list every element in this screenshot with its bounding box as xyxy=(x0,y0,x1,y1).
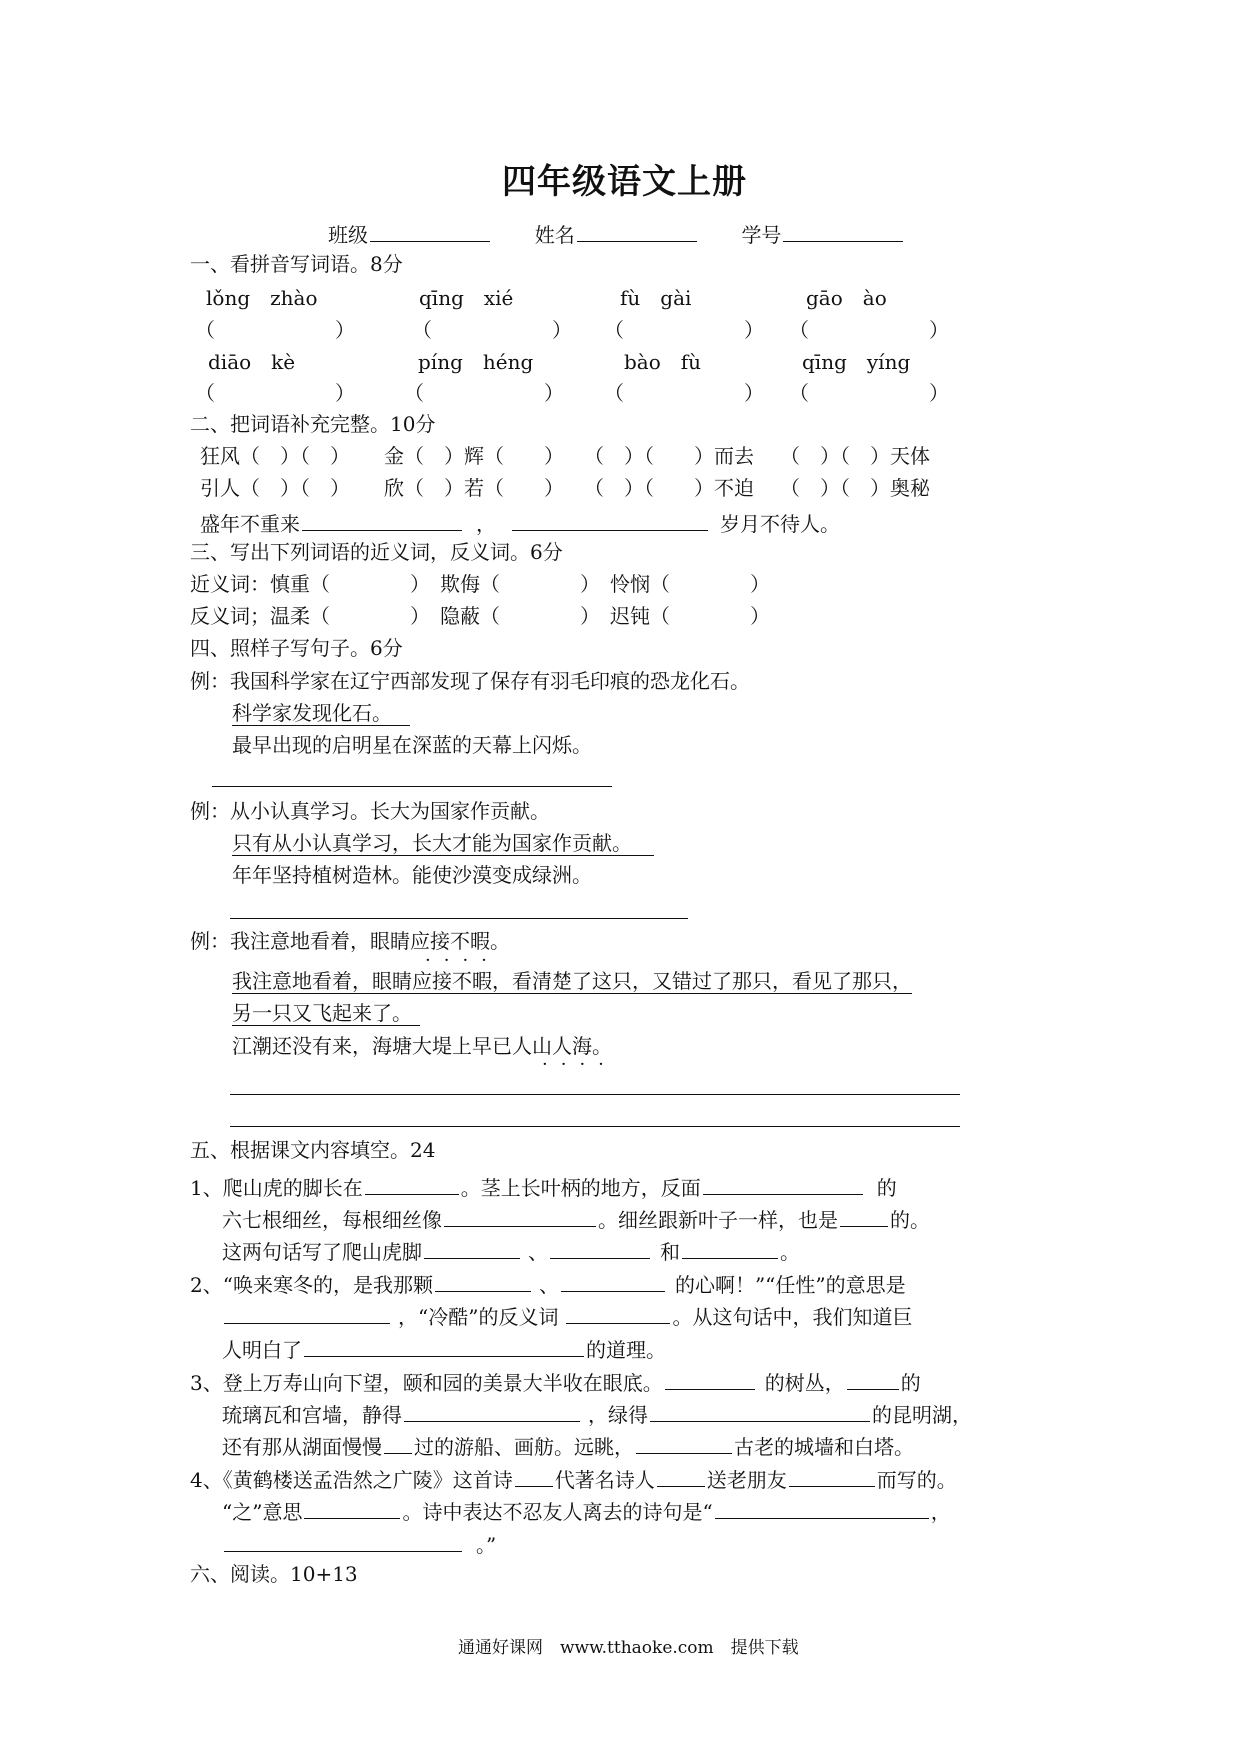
example-3: 例：我注意地看着，眼睛应接不暇。 xyxy=(190,929,510,953)
pinyin-6: píng héng xyxy=(418,350,534,374)
synonym-row: 近义词：慎重（ ） 欺侮（ ） 怜悯（ ） xyxy=(190,572,770,596)
idiom-item: （ ）（ ）奥秘 xyxy=(780,476,930,500)
q2-line2: ，“冷酷”的反义词 。从这句话中，我们知道巨 xyxy=(222,1303,912,1327)
blank[interactable] xyxy=(682,1238,778,1259)
idiom-item: （ ）（ ）不迫 xyxy=(584,476,754,500)
idiom-item: 金（ ）辉（ ） xyxy=(384,444,564,468)
idiom-item: （ ）（ ）而去 xyxy=(584,444,754,468)
question-2: 年年坚持植树造林。能使沙漠变成绿洲。 xyxy=(232,863,592,887)
answer-box[interactable]: （ ） xyxy=(604,318,772,342)
q3-line2: 琉璃瓦和宫墙，静得 ，绿得 的昆明湖， xyxy=(222,1403,972,1427)
class-label: 班级 xyxy=(328,223,368,247)
section5-heading: 五、根据课文内容填空。24 xyxy=(190,1138,436,1162)
blank[interactable] xyxy=(435,1271,531,1292)
example-2-answer: 只有从小认真学习，长大才能为国家作贡献。 xyxy=(232,833,654,856)
blank[interactable] xyxy=(444,1206,596,1227)
q4-line2: “之”意思 。诗中表达不忍友人离去的诗句是“ ， xyxy=(222,1500,951,1524)
id-label: 学号 xyxy=(741,223,782,247)
answer-line[interactable] xyxy=(230,1126,960,1127)
class-field[interactable] xyxy=(370,221,490,242)
blank[interactable] xyxy=(715,1498,929,1519)
blank[interactable] xyxy=(424,1238,520,1259)
header-line xyxy=(328,221,905,245)
blank[interactable] xyxy=(636,1433,732,1454)
example-1: 例：我国科学家在辽宁西部发现了保存有羽毛印痕的恐龙化石。 xyxy=(190,669,750,693)
q1-line2: 六七根细丝，每根细丝像 。细丝跟新叶子一样，也是 的。 xyxy=(222,1208,930,1232)
blank[interactable] xyxy=(224,1531,462,1552)
blank[interactable] xyxy=(304,1498,400,1519)
answer-box[interactable]: （ ） xyxy=(789,318,957,342)
section3-heading: 三、写出下列词语的近义词，反义词。6分 xyxy=(190,540,563,564)
answer-box[interactable]: （ ） xyxy=(412,318,580,342)
section1-heading: 一、看拼音写词语。8分 xyxy=(190,252,403,276)
antonym-row: 反义词；温柔（ ） 隐蔽（ ） 迟钝（ ） xyxy=(190,604,770,628)
answer-line[interactable] xyxy=(230,918,688,919)
question-3: 江潮还没有来，海塘大堤上早已人山人海。 xyxy=(232,1034,612,1058)
answer-box[interactable]: （ ） xyxy=(404,381,572,405)
proverb-line: 盛年不重来 ， 岁月不待人。 xyxy=(200,512,840,536)
pinyin-1: lǒng zhào xyxy=(206,286,318,310)
example-3-answer-line1: 我注意地看着，眼睛应接不暇，看清楚了这只，又错过了那只，看见了那只， xyxy=(232,969,912,993)
idiom-item: 欣（ ）若（ ） xyxy=(384,476,564,500)
blank[interactable] xyxy=(566,1303,670,1324)
emphasis-dots: ···· xyxy=(425,950,500,971)
blank[interactable] xyxy=(515,1466,553,1487)
section6-heading: 六、阅读。10+13 xyxy=(190,1562,358,1586)
q1-line3: 这两句话写了爬山虎脚 、 和 。 xyxy=(222,1240,800,1264)
blank[interactable] xyxy=(304,1336,584,1357)
pinyin-2: qīng xié xyxy=(419,286,514,310)
name-field[interactable] xyxy=(577,221,697,242)
q3-line1: 3、登上万寿山向下望，颐和园的美景大半收在眼底。 的树丛， 的 xyxy=(190,1371,921,1395)
idiom-item: 引人（ ）（ ） xyxy=(200,476,350,500)
footer-text: 通通好课网 www.tthaoke.com 提供下载 xyxy=(458,1638,799,1658)
name-label: 姓名 xyxy=(534,223,575,247)
answer-box[interactable]: （ ） xyxy=(195,381,363,405)
pinyin-4: gāo ào xyxy=(806,286,887,310)
blank[interactable] xyxy=(789,1466,875,1487)
blank[interactable] xyxy=(550,1238,650,1259)
example-2: 例：从小认真学习。长大为国家作贡献。 xyxy=(190,799,550,823)
blank[interactable] xyxy=(561,1271,665,1292)
blank[interactable] xyxy=(365,1174,459,1195)
answer-box[interactable]: （ ） xyxy=(195,318,363,342)
blank[interactable] xyxy=(512,510,708,531)
blank[interactable] xyxy=(847,1369,899,1390)
blank[interactable] xyxy=(657,1466,705,1487)
answer-box[interactable]: （ ） xyxy=(789,381,957,405)
blank[interactable] xyxy=(384,1433,412,1454)
answer-line[interactable] xyxy=(230,1094,960,1095)
q4-line1: 4、《黄鹤楼送孟浩然之广陵》这首诗 代著名诗人 送老朋友 而写的。 xyxy=(190,1468,957,1492)
blank[interactable] xyxy=(665,1369,755,1390)
section2-heading: 二、把词语补充完整。10分 xyxy=(190,412,436,436)
emphasis-dots: ···· xyxy=(542,1054,617,1075)
idiom-item: 狂风（ ）（ ） xyxy=(200,444,350,468)
pinyin-5: diāo kè xyxy=(208,350,296,374)
id-field[interactable] xyxy=(783,221,903,242)
blank[interactable] xyxy=(224,1303,390,1324)
page-title: 四年级语文上册 xyxy=(502,162,747,202)
pinyin-7: bào fù xyxy=(624,350,702,374)
idiom-item: （ ）（ ）天体 xyxy=(780,444,930,468)
q2-line3: 人明白了 的道理。 xyxy=(222,1338,666,1362)
pinyin-3: fù gài xyxy=(620,286,692,310)
example-1-answer: 科学家发现化石。 xyxy=(232,703,410,726)
blank[interactable] xyxy=(650,1401,870,1422)
answer-box[interactable]: （ ） xyxy=(604,381,772,405)
blank[interactable] xyxy=(703,1174,863,1195)
pinyin-8: qīng yíng xyxy=(802,350,911,374)
q1-line1: 1、爬山虎的脚长在 。茎上长叶柄的地方，反面 的 xyxy=(190,1176,897,1200)
blank[interactable] xyxy=(840,1206,888,1227)
answer-line[interactable] xyxy=(212,786,612,787)
section4-heading: 四、照样子写句子。6分 xyxy=(190,636,403,660)
q3-line3: 还有那从湖面慢慢 过的游船、画舫。远眺， 古老的城墙和白塔。 xyxy=(222,1435,914,1459)
question-1: 最早出现的启明星在深蓝的天幕上闪烁。 xyxy=(232,733,592,757)
q4-line3: 。” xyxy=(222,1531,496,1555)
q2-line1: 2、“唤来寒冬的，是我那颗 、 的心啊！”“任性”的意思是 xyxy=(190,1273,906,1297)
blank[interactable] xyxy=(302,510,462,531)
blank[interactable] xyxy=(404,1401,580,1422)
example-3-answer-line2: 另一只又飞起来了。 xyxy=(232,1003,420,1026)
